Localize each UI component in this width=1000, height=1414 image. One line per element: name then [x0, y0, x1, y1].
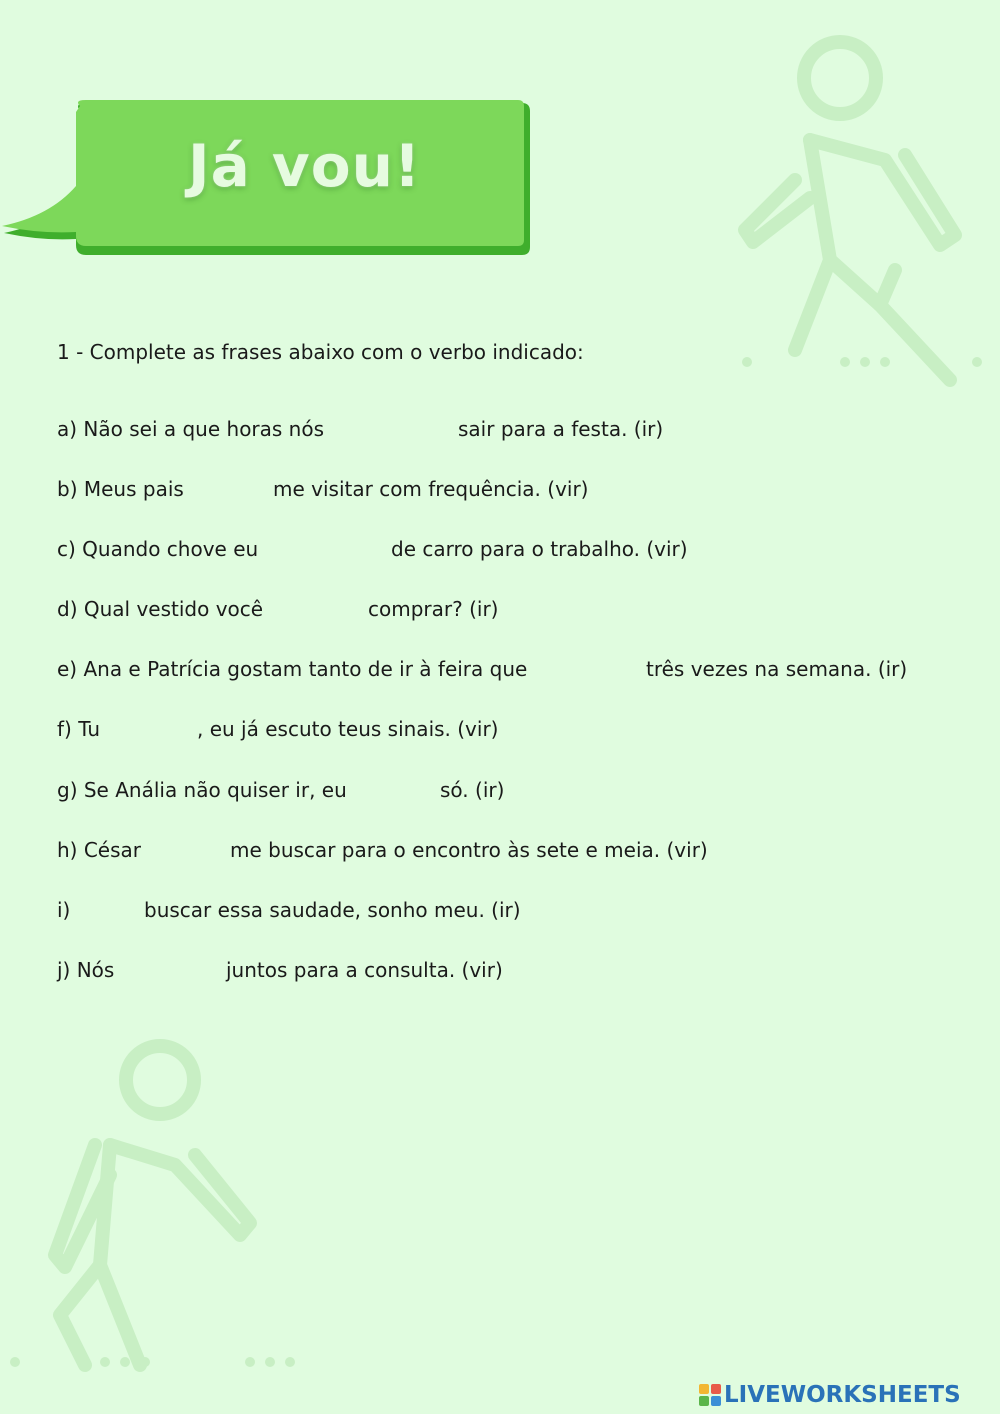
- exercise-text-before: c) Quando chove eu: [57, 537, 259, 561]
- answer-blank[interactable]: [347, 417, 452, 443]
- exercise-text-after: , eu já escuto teus sinais. (vir): [197, 717, 499, 741]
- exercise-text-before: i): [57, 898, 71, 922]
- exercise-text-before: j) Nós: [57, 958, 115, 982]
- exercise-text-after: juntos para a consulta. (vir): [226, 958, 503, 982]
- exercise-text-after: comprar? (ir): [368, 597, 499, 621]
- exercise-text-before: g) Se Anália não quiser ir, eu: [57, 778, 347, 802]
- instruction-text: 1 - Complete as frases abaixo com o verbo indicado:: [57, 340, 584, 364]
- answer-blank[interactable]: [567, 657, 643, 683]
- exercise-text-before: d) Qual vestido você: [57, 597, 264, 621]
- exercise-text-before: a) Não sei a que horas nós: [57, 417, 325, 441]
- answer-blank[interactable]: [281, 537, 386, 563]
- logo-text: LIVEWORKSHEETS: [724, 1382, 961, 1408]
- walking-person-icon: [0, 1035, 310, 1410]
- answer-blank[interactable]: [157, 838, 227, 864]
- answer-blank[interactable]: [285, 597, 365, 623]
- answer-blank[interactable]: [125, 958, 221, 984]
- liveworksheets-logo: [698, 1380, 961, 1410]
- exercise-text-after: só. (ir): [440, 778, 505, 802]
- answer-blank[interactable]: [111, 717, 195, 743]
- exercise-text-after: me visitar com frequência. (vir): [273, 477, 589, 501]
- answer-blank[interactable]: [370, 778, 436, 804]
- exercise-text-before: b) Meus pais: [57, 477, 184, 501]
- exercise-text-after: me buscar para o encontro às sete e meia. (vir): [230, 838, 708, 862]
- logo-blocks-icon: [698, 1383, 722, 1407]
- exercise-text-before: f) Tu: [57, 717, 101, 741]
- exercise-text-after: de carro para o trabalho. (vir): [391, 537, 688, 561]
- worksheet-title: Já vou!: [188, 132, 422, 200]
- exercise-text-before: h) César: [57, 838, 142, 862]
- exercise-text-after: buscar essa saudade, sonho meu. (ir): [144, 898, 521, 922]
- exercise-text-after: três vezes na semana. (ir): [646, 657, 908, 681]
- answer-blank[interactable]: [199, 477, 269, 503]
- exercise-text-after: sair para a festa. (ir): [458, 417, 664, 441]
- exercise-text-before: e) Ana e Patrícia gostam tanto de ir à feira que: [57, 657, 528, 681]
- walking-person-icon: [735, 30, 1000, 410]
- answer-blank[interactable]: [79, 898, 141, 924]
